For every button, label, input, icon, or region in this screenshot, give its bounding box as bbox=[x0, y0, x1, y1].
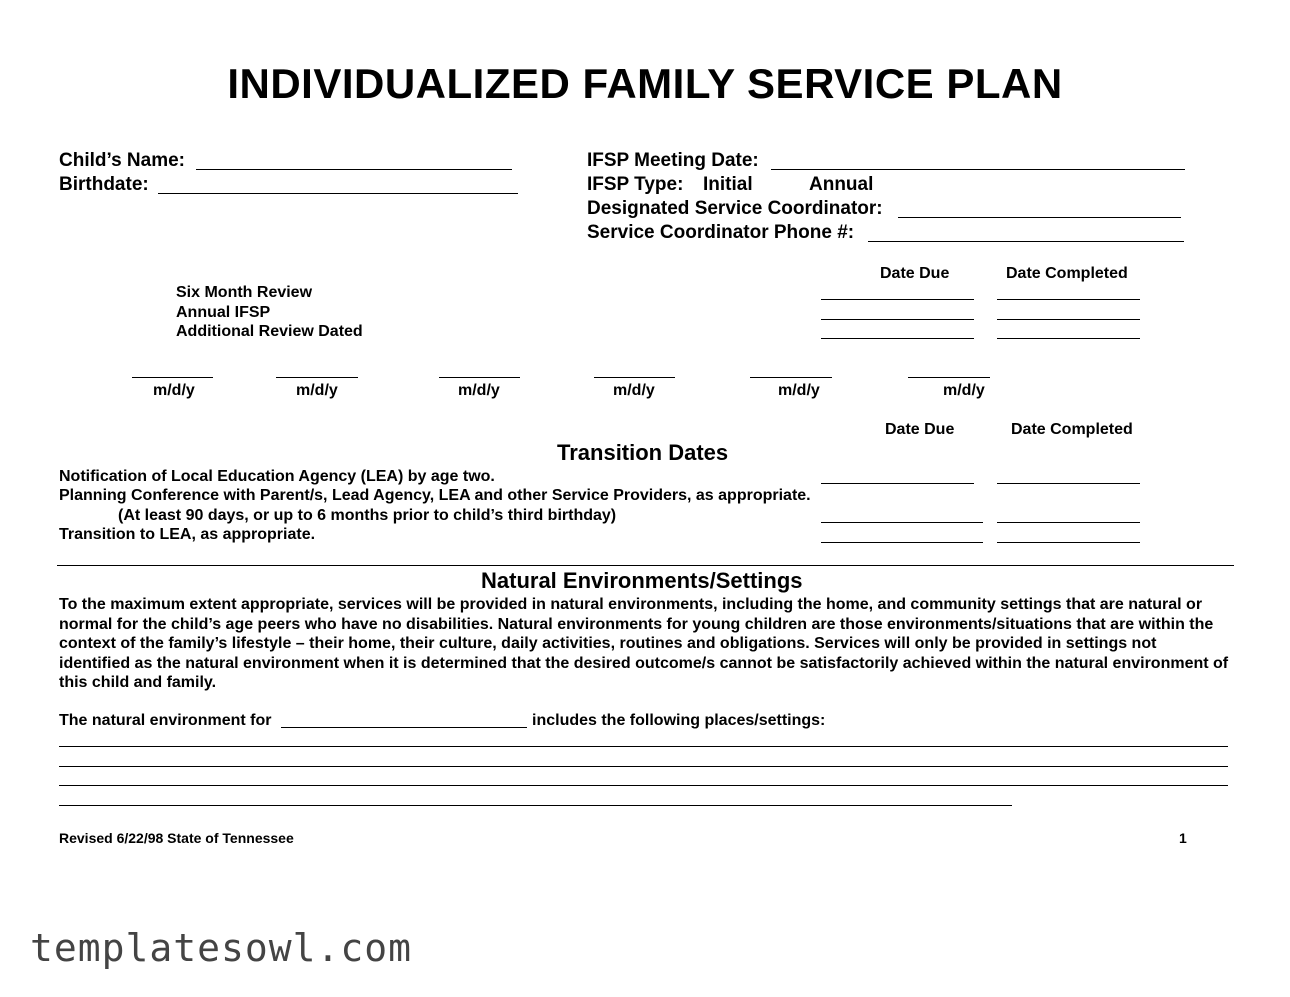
transition-item-planning-note: (At least 90 days, or up to 6 months prior to child’s third birthday) bbox=[118, 507, 617, 524]
natural-environments-heading: Natural Environments/Settings bbox=[481, 568, 803, 593]
date-slot-line[interactable] bbox=[439, 377, 520, 378]
planning-completed-field[interactable] bbox=[997, 522, 1140, 523]
meeting-date-field[interactable] bbox=[771, 169, 1185, 170]
date-slot-label: m/d/y bbox=[153, 382, 195, 399]
coordinator-phone-label: Service Coordinator Phone #: bbox=[587, 222, 855, 243]
child-name-field[interactable] bbox=[196, 169, 512, 170]
ifsp-type-initial-option[interactable]: Initial bbox=[703, 174, 753, 195]
date-slot-line[interactable] bbox=[594, 377, 675, 378]
annual-due-field[interactable] bbox=[821, 319, 974, 320]
section-divider bbox=[57, 565, 1234, 566]
settings-line[interactable] bbox=[59, 805, 1012, 806]
settings-line[interactable] bbox=[59, 766, 1228, 767]
transition-heading: Transition Dates bbox=[557, 440, 729, 465]
six-month-completed-field[interactable] bbox=[997, 299, 1140, 300]
review-row-additional: Additional Review Dated bbox=[176, 323, 363, 340]
date-slot-label: m/d/y bbox=[613, 382, 655, 399]
transition-date-due-header: Date Due bbox=[885, 421, 955, 438]
additional-due-field[interactable] bbox=[821, 338, 974, 339]
notification-completed-field[interactable] bbox=[997, 483, 1140, 484]
transition-item-planning: Planning Conference with Parent/s, Lead Agency, LEA and other Service Providers, as appropriate. bbox=[59, 487, 811, 504]
ifsp-type-label: IFSP Type: bbox=[587, 174, 684, 195]
child-name-label: Child’s Name: bbox=[59, 150, 185, 171]
review-date-due-header: Date Due bbox=[880, 265, 950, 282]
natural-environment-child-field[interactable] bbox=[281, 727, 527, 728]
date-slot-line[interactable] bbox=[750, 377, 832, 378]
page-title: INDIVIDUALIZED FAMILY SERVICE PLAN bbox=[227, 60, 1063, 107]
date-slot-label: m/d/y bbox=[458, 382, 500, 399]
settings-line[interactable] bbox=[59, 785, 1228, 786]
date-slot-label: m/d/y bbox=[778, 382, 820, 399]
review-row-annual: Annual IFSP bbox=[176, 304, 271, 321]
date-slot-line[interactable] bbox=[276, 377, 358, 378]
natural-environment-suffix-label: includes the following places/settings: bbox=[532, 712, 826, 729]
coordinator-phone-field[interactable] bbox=[868, 241, 1184, 242]
birthdate-label: Birthdate: bbox=[59, 174, 149, 195]
additional-completed-field[interactable] bbox=[997, 338, 1140, 339]
natural-environments-paragraph: To the maximum extent appropriate, services will be provided in natural environments, including the home, and community settings that are natural or normal for the child’s age peers who have no disabilities. Natural environments for young children are those environments/situations that are within the context of the family’s lifestyle – their home, their culture, daily activities, routines and obligations. Services will only be provided in settings not identified as the natural environment when it is determined that the desired outcome/s cannot be satisfactorily achieved within the natural environment of this child and family. bbox=[59, 596, 1229, 692]
date-slot-label: m/d/y bbox=[296, 382, 338, 399]
date-slot-label: m/d/y bbox=[943, 382, 985, 399]
date-slot-line[interactable] bbox=[132, 377, 213, 378]
watermark: templatesowl.com bbox=[30, 926, 413, 970]
settings-line[interactable] bbox=[59, 746, 1228, 747]
page-number: 1 bbox=[1179, 830, 1187, 846]
transfer-completed-field[interactable] bbox=[997, 542, 1140, 543]
coordinator-field[interactable] bbox=[898, 217, 1181, 218]
footer-revised: Revised 6/22/98 State of Tennessee bbox=[59, 830, 294, 846]
transition-item-transfer: Transition to LEA, as appropriate. bbox=[59, 526, 316, 543]
birthdate-field[interactable] bbox=[158, 193, 518, 194]
review-row-six-month: Six Month Review bbox=[176, 284, 313, 301]
natural-environment-for-label: The natural environment for bbox=[59, 712, 272, 729]
review-date-completed-header: Date Completed bbox=[1006, 265, 1128, 282]
planning-due-field[interactable] bbox=[821, 522, 983, 523]
transfer-due-field[interactable] bbox=[821, 542, 983, 543]
ifsp-type-annual-option[interactable]: Annual bbox=[809, 174, 874, 195]
annual-completed-field[interactable] bbox=[997, 319, 1140, 320]
six-month-due-field[interactable] bbox=[821, 299, 974, 300]
transition-item-notification: Notification of Local Education Agency (LEA) by age two. bbox=[59, 468, 495, 485]
transition-date-completed-header: Date Completed bbox=[1011, 421, 1133, 438]
date-slot-line[interactable] bbox=[908, 377, 990, 378]
coordinator-label: Designated Service Coordinator: bbox=[587, 198, 883, 219]
notification-due-field[interactable] bbox=[821, 483, 974, 484]
meeting-date-label: IFSP Meeting Date: bbox=[587, 150, 759, 171]
